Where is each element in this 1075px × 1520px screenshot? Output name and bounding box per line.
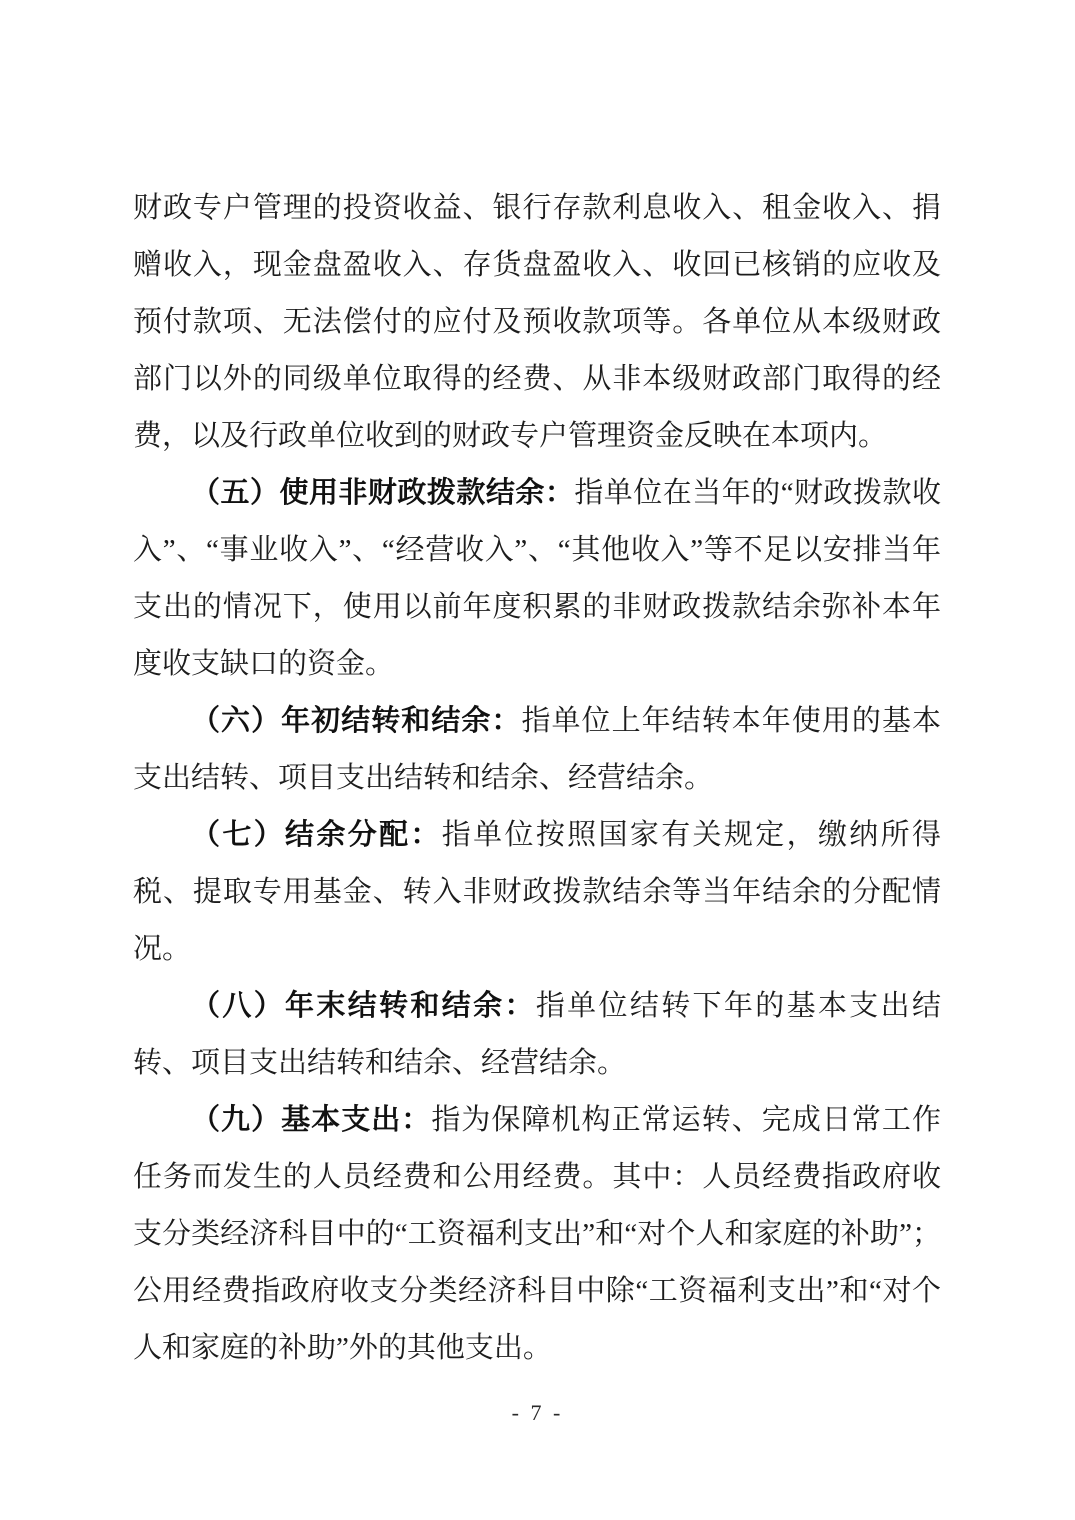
- paragraph-item-5: [133, 465, 941, 693]
- page-footer: [0, 1398, 1075, 1428]
- paragraph-item-8: [133, 978, 941, 1092]
- paragraph-continuation: [133, 180, 941, 465]
- paragraph-heading: （五）使用非财政拨款结余：: [191, 477, 575, 509]
- paragraph-heading: （六）年初结转和结余：: [191, 705, 522, 737]
- paragraph-item-9: [133, 1092, 941, 1377]
- paragraph-text: 指为保障机构正常运转、完成日常工作任务而发生的人员经费和公用经费。其中：人员经费指政府收支分类经济科目中的“工资福利支出”和“对个人和家庭的补助”；公用经费指政府收支分类经济科目中除“工资福利支出”和“对个人和家庭的补助”外的其他支出。: [133, 1104, 941, 1364]
- page-number: - 7 -: [511, 1400, 564, 1425]
- paragraph-text: 指单位上年结转本年使用的基本支出结转、项目支出结转和结余、经营结余。: [133, 705, 941, 794]
- paragraph-item-7: [133, 807, 941, 978]
- paragraph-item-6: [133, 693, 941, 807]
- paragraph-text: 指单位结转下年的基本支出结转、项目支出结转和结余、经营结余。: [133, 990, 941, 1079]
- document-body: [133, 180, 941, 1377]
- paragraph-heading: （七）结余分配：: [191, 819, 442, 851]
- paragraph-text: 财政专户管理的投资收益、银行存款利息收入、租金收入、捐赠收入，现金盘盈收入、存货盘盈收入、收回已核销的应收及预付款项、无法偿付的应付及预收款项等。各单位从本级财政部门以外的同级单位取得的经费、从非本级财政部门取得的经费，以及行政单位收到的财政专户管理资金反映在本项内。: [133, 192, 941, 452]
- paragraph-heading: （八）年末结转和结余：: [191, 990, 536, 1022]
- paragraph-heading: （九）基本支出：: [191, 1104, 432, 1136]
- paragraph-text: 指单位按照国家有关规定，缴纳所得税、提取专用基金、转入非财政拨款结余等当年结余的分配情况。: [133, 819, 941, 965]
- paragraph-text: 指单位在当年的“财政拨款收入”、“事业收入”、“经营收入”、“其他收入”等不足以安排当年支出的情况下，使用以前年度积累的非财政拨款结余弥补本年度收支缺口的资金。: [133, 477, 941, 680]
